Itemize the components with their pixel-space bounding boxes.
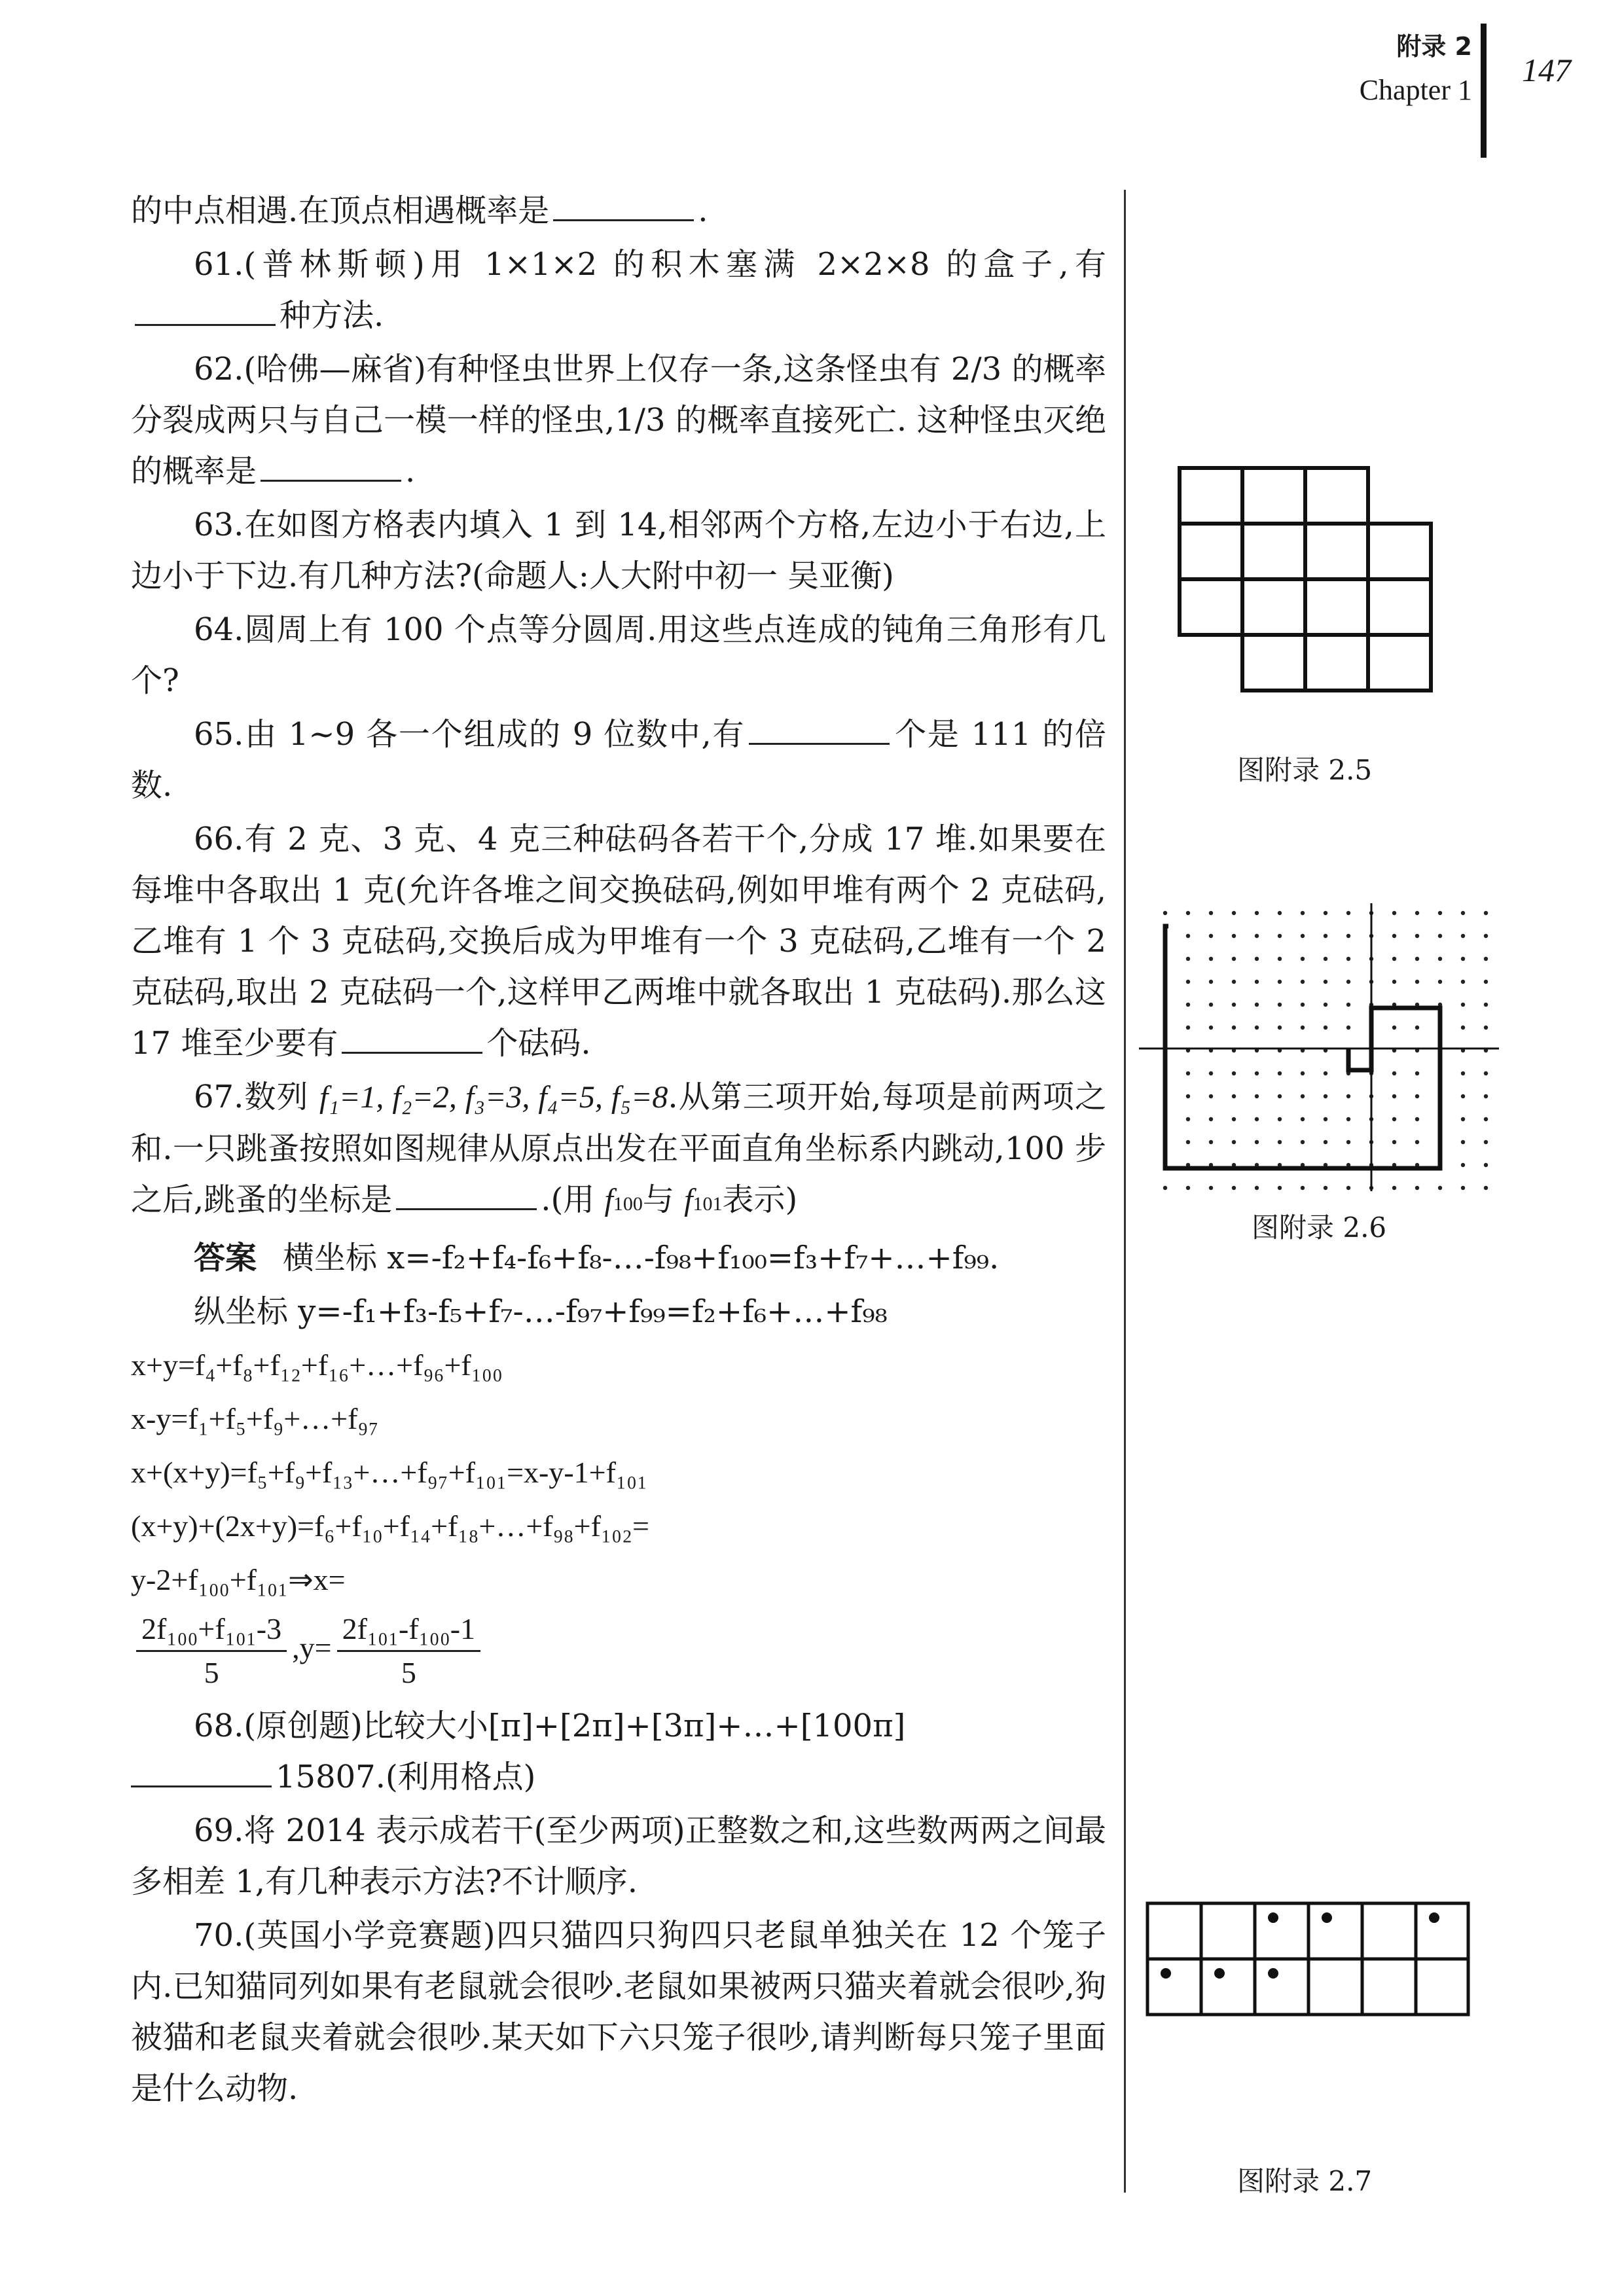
figure-2-7-cages: [1142, 1898, 1476, 2022]
lattice-dot: [1346, 1094, 1350, 1098]
lattice-dot: [1324, 1186, 1327, 1190]
answer-blank: [131, 1759, 272, 1787]
lattice-dot: [1346, 957, 1350, 961]
problem-60-tail: 的中点相遇.在顶点相遇概率是 .: [131, 192, 708, 229]
answer-blank: [135, 298, 276, 326]
lattice-dot: [1346, 1140, 1350, 1144]
answer-x: 答案 横坐标 x=-f₂+f₄-f₆+f₈-…-f₉₈+f₁₀₀=f₃+f₇+…+f₉₉.: [194, 1240, 1000, 1276]
lattice-dot: [1232, 980, 1236, 984]
equation-3: x+(x+y)=f₅+f₉+f₁₃+…+f₉₇+f₁₀₁=x-y-1+f₁₀₁: [131, 1456, 648, 1489]
problem-61: 61.(普林斯顿)用 1×1×2 的积木塞满 2×2×8 的盒子,有种方法.: [131, 239, 1106, 341]
header-divider-bar: [1481, 24, 1487, 158]
lattice-dot: [1484, 1117, 1488, 1121]
lattice-dot: [1461, 911, 1465, 915]
lattice-dot: [1186, 911, 1190, 915]
lattice-dot: [1461, 1026, 1465, 1030]
lattice-dot: [1415, 1071, 1419, 1075]
lattice-dot: [1255, 1094, 1259, 1098]
lattice-dot: [1255, 911, 1259, 915]
lattice-dot: [1484, 911, 1488, 915]
figure-2-5-caption: 图附录 2.5: [1237, 754, 1373, 786]
lattice-dot: [1324, 1117, 1327, 1121]
lattice-dot: [1438, 1186, 1442, 1190]
problem-66: 66.有 2 克、3 克、4 克三种砝码各若干个,分成 17 堆.如果要在每堆中各取出 1 克(允许各堆之间交换砝码,例如甲堆有两个 2 克砝码,乙堆有 1 个 3 克砝码,交换后成为甲堆有一个 3 克砝码,乙堆有一个 2 克砝码,取出 2 克砝码一个,这样甲乙两堆中就各取出 1 克砝码).那么这 17 堆至少要有 个砝码.: [131, 821, 1106, 1062]
lattice-dot: [1186, 1140, 1190, 1144]
cage-noisy-dot: [1268, 1912, 1278, 1923]
problem-69: 69.将 2014 表示成若干(至少两项)正整数之和,这些数两两之间最多相差 1,有几种表示方法?不计顺序.: [131, 1812, 1106, 1900]
answer-y: 纵坐标 y=-f₁+f₃-f₅+f₇-…-f₉₇+f₉₉=f₂+f₆+…+f₉₈: [194, 1293, 888, 1330]
main-text-column: [131, 185, 1106, 2117]
lattice-dot: [1461, 1140, 1465, 1144]
lattice-dot: [1415, 957, 1419, 961]
lattice-dot: [1232, 1071, 1236, 1075]
lattice-dot: [1186, 957, 1190, 961]
page-number: 147: [1522, 52, 1571, 88]
lattice-dot: [1278, 1140, 1282, 1144]
figure-2-6-lattice: [1136, 900, 1502, 1194]
lattice-dot: [1255, 1003, 1259, 1007]
lattice-dot: [1232, 1003, 1236, 1007]
lattice-dot: [1209, 1186, 1213, 1190]
figure-2-6-caption: 图附录 2.6: [1252, 1211, 1387, 1244]
lattice-dot: [1255, 1117, 1259, 1121]
lattice-dot: [1324, 1094, 1327, 1098]
chapter-label: Chapter 1: [1359, 74, 1472, 106]
lattice-dot: [1301, 1003, 1305, 1007]
lattice-dot: [1255, 1026, 1259, 1030]
lattice-dot: [1346, 1117, 1350, 1121]
lattice-dot: [1324, 1003, 1327, 1007]
lattice-dot: [1209, 1140, 1213, 1144]
lattice-dot: [1301, 957, 1305, 961]
lattice-dot: [1209, 957, 1213, 961]
jump-path: [1165, 926, 1440, 1168]
lattice-dot: [1346, 934, 1350, 938]
lattice-dot: [1255, 980, 1259, 984]
lattice-dot: [1232, 934, 1236, 938]
answer-blank: [553, 193, 694, 221]
lattice-dot: [1232, 1186, 1236, 1190]
lattice-dot: [1415, 1186, 1419, 1190]
lattice-dot: [1278, 1026, 1282, 1030]
fraction-y: $\frac{\text{2f₁₀₁-f₁₀₀-1}}{5}$: [337, 1608, 481, 1694]
lattice-dot: [1209, 1071, 1213, 1075]
equation-1: x+y=f₄+f₈+f₁₂+f₁₆+…+f₉₆+f₁₀₀: [131, 1348, 503, 1382]
lattice-dot: [1484, 1003, 1488, 1007]
lattice-dot: [1461, 1117, 1465, 1121]
lattice-dot: [1438, 957, 1442, 961]
lattice-dot: [1484, 957, 1488, 961]
lattice-dot: [1392, 1071, 1396, 1075]
answer-blank: [261, 454, 401, 482]
lattice-dot: [1324, 980, 1327, 984]
lattice-dot: [1461, 1094, 1465, 1098]
problem-64: 64.圆周上有 100 个点等分圆周.用这些点连成的钝角三角形有几个?: [131, 611, 1106, 699]
lattice-dot: [1232, 1117, 1236, 1121]
lattice-dot: [1346, 980, 1350, 984]
lattice-dot: [1255, 1186, 1259, 1190]
fraction-x: $\frac{\text{2f₁₀₀+f₁₀₁-3}}{5}$: [136, 1608, 287, 1694]
lattice-dot: [1484, 1163, 1488, 1167]
lattice-dot: [1346, 1003, 1350, 1007]
lattice-dot: [1438, 911, 1442, 915]
lattice-dot: [1186, 1186, 1190, 1190]
lattice-dot: [1392, 1186, 1396, 1190]
problem-62: 62.(哈佛—麻省)有种怪虫世界上仅存一条,这条怪虫有 2/3 的概率分裂成两只与自己一模一样的怪虫,1/3 的概率直接死亡. 这种怪虫灭绝的概率是 .: [131, 351, 1106, 490]
lattice-dot: [1186, 1003, 1190, 1007]
lattice-dot: [1415, 911, 1419, 915]
problem-65: 65.由 1~9 各一个组成的 9 位数中,有 个是 111 的倍数.: [131, 716, 1106, 804]
cage-noisy-dot: [1214, 1968, 1225, 1979]
lattice-dot: [1278, 1071, 1282, 1075]
lattice-dot: [1301, 1186, 1305, 1190]
lattice-dot: [1301, 934, 1305, 938]
answer-blank: [749, 717, 890, 745]
lattice-dot: [1392, 1026, 1396, 1030]
lattice-dot: [1255, 1140, 1259, 1144]
problem-68: 68.(原创题)比较大小[π]+[2π]+[3π]+…+[100π] 15807.(利用格点): [131, 1700, 1106, 1803]
lattice-dot: [1278, 911, 1282, 915]
column-divider: [1124, 190, 1126, 2193]
lattice-dot: [1324, 1026, 1327, 1030]
lattice-dot: [1232, 911, 1236, 915]
lattice-dot: [1484, 1026, 1488, 1030]
lattice-dot: [1278, 1003, 1282, 1007]
cage-noisy-dot: [1429, 1912, 1439, 1923]
lattice-dot: [1324, 934, 1327, 938]
lattice-dot: [1415, 1094, 1419, 1098]
lattice-dot: [1461, 1071, 1465, 1075]
lattice-dot: [1461, 934, 1465, 938]
lattice-dot: [1209, 911, 1213, 915]
equation-2: x-y=f₁+f₅+f₉+…+f₉₇: [131, 1402, 379, 1435]
lattice-dot: [1438, 980, 1442, 984]
lattice-dot: [1255, 934, 1259, 938]
lattice-dot: [1438, 934, 1442, 938]
lattice-dot: [1301, 1071, 1305, 1075]
lattice-dot: [1392, 980, 1396, 984]
lattice-dot: [1484, 1186, 1488, 1190]
lattice-dot: [1415, 980, 1419, 984]
lattice-dot: [1163, 1186, 1167, 1190]
lattice-dot: [1278, 1117, 1282, 1121]
lattice-dot: [1392, 1140, 1396, 1144]
lattice-dot: [1186, 1094, 1190, 1098]
lattice-dot: [1484, 1071, 1488, 1075]
figure-2-5-grid: [1172, 461, 1447, 723]
lattice-dot: [1209, 1003, 1213, 1007]
lattice-dot: [1163, 911, 1167, 915]
lattice-dot: [1209, 980, 1213, 984]
lattice-dot: [1186, 1026, 1190, 1030]
lattice-dot: [1209, 1117, 1213, 1121]
answer-blank: [342, 1026, 482, 1054]
problem-70: 70.(英国小学竞赛题)四只猫四只狗四只老鼠单独关在 12 个笼子内.已知猫同列如果有老鼠就会很吵.老鼠如果被两只猫夹着就会很吵,狗被猫和老鼠夹着就会很吵.某天如下六只笼子很吵,请判断每只笼子里面是什么动物.: [131, 1917, 1106, 2107]
lattice-dot: [1278, 1186, 1282, 1190]
lattice-dot: [1301, 911, 1305, 915]
cage-noisy-dot: [1322, 1912, 1332, 1923]
lattice-dot: [1278, 957, 1282, 961]
appendix-label: 附录 2: [1396, 32, 1472, 61]
lattice-dot: [1301, 1117, 1305, 1121]
lattice-dot: [1232, 1094, 1236, 1098]
lattice-dot: [1301, 1094, 1305, 1098]
lattice-dot: [1324, 1140, 1327, 1144]
lattice-dot: [1484, 1140, 1488, 1144]
lattice-dot: [1324, 957, 1327, 961]
lattice-dot: [1209, 934, 1213, 938]
equation-6: $\frac{\text{2f₁₀₀+f₁₀₁-3}}{5}$ ,y= $\frac{\text{2f₁₀₁-f₁₀₀-1}}{5}$: [131, 1608, 1106, 1694]
lattice-dot: [1392, 934, 1396, 938]
lattice-dot: [1324, 1071, 1327, 1075]
lattice-dot: [1346, 1026, 1350, 1030]
lattice-dot: [1186, 1117, 1190, 1121]
lattice-dot: [1278, 980, 1282, 984]
lattice-dot: [1301, 1140, 1305, 1144]
lattice-dot: [1484, 1094, 1488, 1098]
equation-5: y-2+f₁₀₀+f₁₀₁⇒x=: [131, 1563, 346, 1596]
lattice-dot: [1415, 934, 1419, 938]
lattice-dot: [1301, 1026, 1305, 1030]
lattice-dot: [1392, 957, 1396, 961]
lattice-dot: [1461, 1163, 1465, 1167]
lattice-dot: [1461, 1186, 1465, 1190]
lattice-dot: [1301, 980, 1305, 984]
problem-67: 67.数列 f₁=1, f₂=2, f₃=3, f₄=5, f₅=8.从第三项开始,每项是前两项之和.一只跳蚤按照如图规律从原点出发在平面直角坐标系内跳动,100 步之后,跳蚤的坐标是 .(用 f100与 f101表示): [131, 1079, 1106, 1218]
lattice-dot: [1232, 957, 1236, 961]
lattice-dot: [1461, 1003, 1465, 1007]
lattice-dot: [1461, 980, 1465, 984]
lattice-dot: [1415, 1026, 1419, 1030]
lattice-dot: [1484, 980, 1488, 984]
cage-noisy-dot: [1161, 1968, 1171, 1979]
cage-noisy-dot: [1268, 1968, 1278, 1979]
lattice-dot: [1392, 1094, 1396, 1098]
lattice-dot: [1232, 1026, 1236, 1030]
lattice-dot: [1415, 1140, 1419, 1144]
lattice-dot: [1278, 934, 1282, 938]
answer-blank: [396, 1182, 537, 1210]
lattice-dot: [1278, 1094, 1282, 1098]
problem-63: 63.在如图方格表内填入 1 到 14,相邻两个方格,左边小于右边,上边小于下边.有几种方法?(命题人:人大附中初一 吴亚衡): [131, 507, 1106, 594]
lattice-dot: [1484, 934, 1488, 938]
lattice-dot: [1324, 911, 1327, 915]
answer-label: 答案: [194, 1240, 257, 1276]
lattice-dot: [1209, 1094, 1213, 1098]
lattice-dot: [1392, 911, 1396, 915]
lattice-dot: [1346, 1186, 1350, 1190]
figure-2-7-caption: 图附录 2.7: [1237, 2165, 1373, 2197]
lattice-dot: [1255, 1071, 1259, 1075]
lattice-dot: [1209, 1026, 1213, 1030]
lattice-dot: [1186, 1071, 1190, 1075]
lattice-dot: [1186, 980, 1190, 984]
equation-4: (x+y)+(2x+y)=f₆+f₁₀+f₁₄+f₁₈+…+f₉₈+f₁₀₂=: [131, 1509, 649, 1543]
lattice-dot: [1461, 957, 1465, 961]
lattice-dot: [1346, 911, 1350, 915]
lattice-dot: [1415, 1117, 1419, 1121]
lattice-dot: [1232, 1140, 1236, 1144]
lattice-dot: [1255, 957, 1259, 961]
lattice-dot: [1392, 1117, 1396, 1121]
lattice-dot: [1186, 934, 1190, 938]
